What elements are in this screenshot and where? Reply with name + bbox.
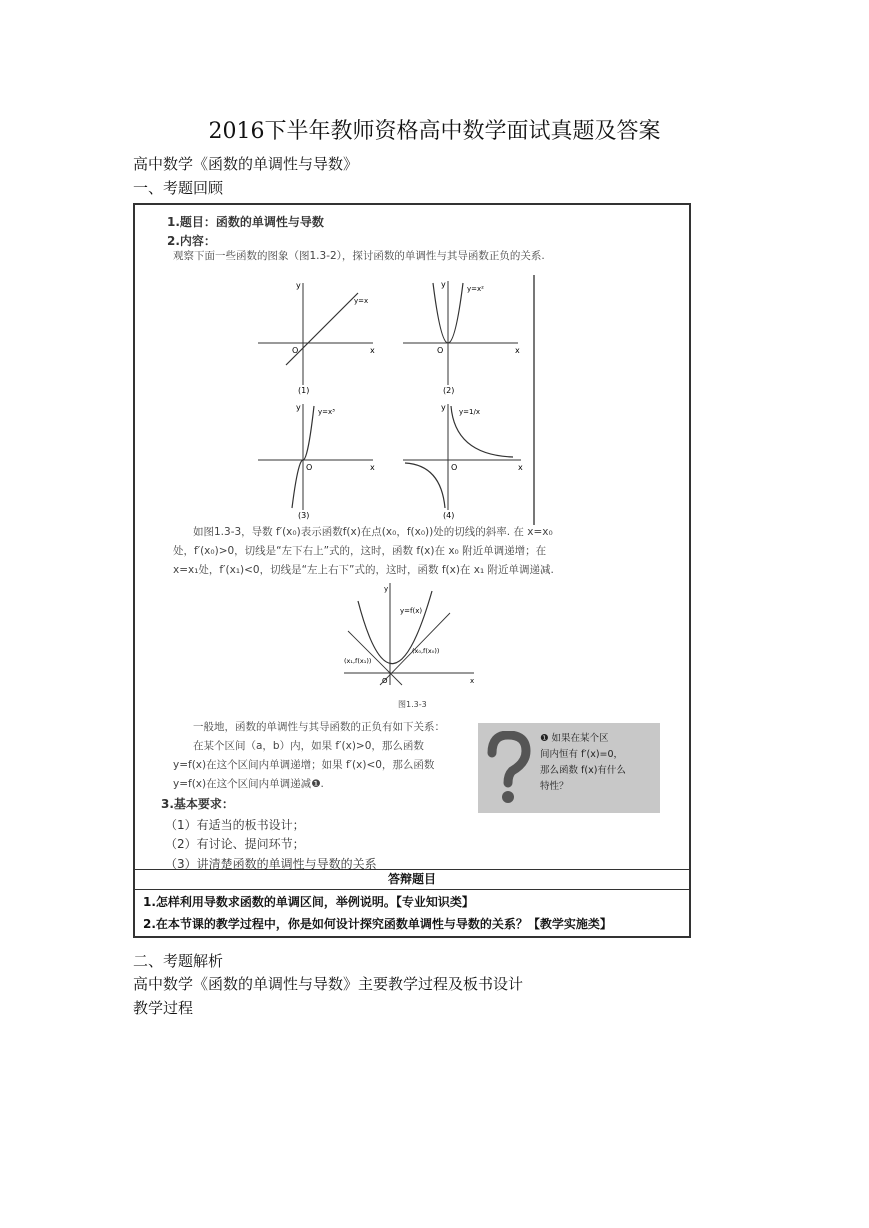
y-axis-label: y bbox=[296, 403, 301, 412]
relation-line-2: 在某个区间（a，b）内，如果 f′(x)>0，那么函数 bbox=[193, 740, 424, 752]
relation-line-4: y=f(x)在这个区间内单调递减❶. bbox=[173, 778, 324, 790]
curve-label: y=f(x) bbox=[400, 607, 423, 615]
function-graphs bbox=[248, 275, 535, 525]
y-axis-label: y bbox=[384, 585, 389, 593]
point-label-x0: (x₀,f(x₀)) bbox=[412, 647, 440, 655]
question-box-line-3: 那么函数 f(x)有什么 bbox=[540, 765, 626, 776]
y-axis-label: y bbox=[296, 281, 301, 290]
origin-label: O bbox=[292, 346, 299, 355]
graph-quadratic bbox=[393, 275, 533, 400]
graph-number: (2) bbox=[443, 386, 455, 395]
section-heading-review: 一、考题回顾 bbox=[133, 179, 224, 197]
thinking-question-box bbox=[478, 723, 660, 813]
point-label-x1: (x₁,f(x₁)) bbox=[344, 657, 372, 665]
figure-caption: 图1.3-3 bbox=[398, 700, 427, 709]
graph-cubic bbox=[248, 400, 388, 525]
x-axis-label: x bbox=[370, 463, 375, 472]
derivative-explanation-line-1: 如图1.3-3，导数 f′(x₀)表示函数f(x)在点(x₀，f(x₀))处的切线的斜率. 在 x=x₀ bbox=[193, 526, 553, 538]
y-axis-label: y bbox=[441, 403, 446, 412]
lesson-subtitle: 高中数学《函数的单调性与导数》 bbox=[133, 155, 359, 173]
curve-label: y=1/x bbox=[459, 408, 480, 416]
teaching-process-heading: 教学过程 bbox=[133, 999, 194, 1017]
question-topic: 1.题目：函数的单调性与导数 bbox=[167, 215, 324, 229]
graph-linear bbox=[248, 275, 388, 400]
relation-line-1: 一般地，函数的单调性与其导函数的正负有如下关系： bbox=[193, 721, 445, 733]
origin-label: O bbox=[382, 677, 388, 685]
question-box-line-4: 特性？ bbox=[540, 781, 569, 792]
scanned-textbook-page bbox=[135, 205, 689, 871]
answer-question-2: 2.在本节课的教学过程中，你是如何设计探究函数单调性与导数的关系？【教学实施类】 bbox=[143, 917, 612, 931]
graph-number: (1) bbox=[298, 386, 310, 395]
origin-label: O bbox=[451, 463, 458, 472]
question-mark-icon bbox=[484, 731, 532, 807]
answer-question-1: 1.怎样利用导数求函数的单调区间，举例说明。【专业知识类】 bbox=[135, 889, 689, 913]
requirements-heading: 3.基本要求： bbox=[161, 797, 234, 811]
x-axis-label: x bbox=[370, 346, 375, 355]
curve-label: y=x² bbox=[467, 285, 484, 293]
x-axis-label: x bbox=[515, 346, 520, 355]
intro-text: 观察下面一些函数的图象（图1.3-2），探讨函数的单调性与其导函数正负的关系. bbox=[173, 250, 545, 262]
relation-line-3: y=f(x)在这个区间内单调递增；如果 f′(x)<0，那么函数 bbox=[173, 759, 435, 771]
curve-label: y=x³ bbox=[318, 408, 335, 416]
curve-label: y=x bbox=[354, 297, 369, 305]
derivative-explanation-line-3: x=x₁处，f′(x₁)<0，切线是“左上右下”式的，这时，函数 f(x)在 x₁ 附近单调递减. bbox=[173, 564, 554, 576]
origin-label: O bbox=[306, 463, 313, 472]
content-heading: 2.内容： bbox=[167, 234, 216, 248]
section-heading-analysis: 二、考题解析 bbox=[133, 952, 224, 970]
requirement-2: （2）有讨论、提问环节； bbox=[165, 837, 305, 851]
requirement-3: （3）讲清楚函数的单调性与导数的关系 bbox=[165, 857, 377, 871]
graph-reciprocal bbox=[393, 400, 533, 525]
derivative-explanation-line-2: 处，f′(x₀)>0，切线是“左下右上”式的，这时，函数 f(x)在 x₀ 附近单调递增；在 bbox=[173, 545, 547, 557]
graph-number: (3) bbox=[298, 511, 310, 520]
x-axis-label: x bbox=[518, 463, 523, 472]
document-title: 2016下半年教师资格高中数学面试真题及答案 bbox=[208, 119, 661, 144]
question-box-line-1: ❶ 如果在某个区 bbox=[540, 733, 609, 744]
tangent-figure bbox=[340, 581, 480, 693]
requirement-1: （1）有适当的板书设计； bbox=[165, 818, 305, 832]
question-box-line-2: 间内恒有 f′(x)=0， bbox=[540, 749, 624, 760]
graph-number: (4) bbox=[443, 511, 455, 520]
answer-section-header: 答辩题目 bbox=[135, 869, 689, 889]
x-axis-label: x bbox=[470, 677, 475, 685]
y-axis-label: y bbox=[441, 280, 446, 289]
analysis-subtitle: 高中数学《函数的单调性与导数》主要教学过程及板书设计 bbox=[133, 975, 524, 993]
origin-label: O bbox=[437, 346, 444, 355]
exam-question-figure bbox=[133, 203, 691, 938]
